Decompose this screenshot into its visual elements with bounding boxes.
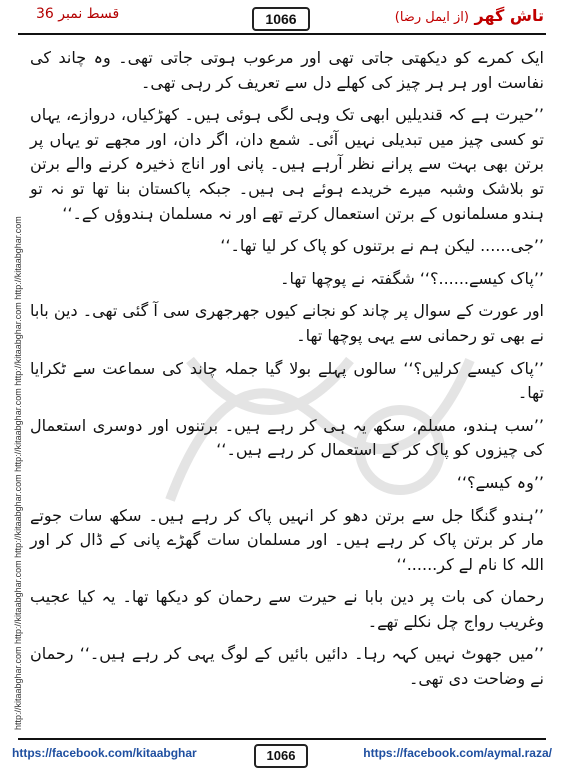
side-watermark: http://kitaabghar.com http://kitaabghar.com http://kitaabghar.com http://kitaabghar.com http://kitaabghar.com http://kitaabghar.com xyxy=(13,216,23,730)
header-divider xyxy=(18,33,546,35)
footer-divider xyxy=(18,738,546,740)
footer-link-kitaabghar[interactable]: https://facebook.com/kitaabghar xyxy=(12,746,197,760)
page-number-top: 1066 xyxy=(252,7,310,31)
footer-link-author[interactable]: https://facebook.com/aymal.raza/ xyxy=(363,746,552,760)
header-title xyxy=(395,6,544,30)
paragraph: ’’میں جھوٹ نہیں کہہ رہا۔ دائیں بائیں کے لوگ یہی کر رہے ہیں۔‘‘ رحمان نے وضاحت دی تھی۔ xyxy=(30,644,544,689)
paragraph: ’’پاک کیسے کرلیں؟‘‘ سالوں پہلے بولا گیا جملہ چاند کی سماعت سے ٹکرایا تھا۔ xyxy=(30,358,544,403)
paragraph: ایک کمرے کو دیکھتی جاتی تھی اور مرعوب ہوتی جاتی تھی۔ وہ چاند کی نفاست اور ہر ہر چیز کی کھلے دل سے تعریف کر رہی تھی۔ xyxy=(30,48,544,92)
paragraph: ’’ہندو گنگا جل سے برتن دھو کر انہیں پاک کر رہے ہیں۔ سکھ سات جوتے مار کر برتن پاک کر رہے ہیں۔ اور مسلمان سات گھڑے پانی کے ڈال کر اور اللہ کا نام لے کر......‘‘ xyxy=(30,505,544,574)
paragraph: ’’حیرت ہے کہ قندیلیں ابھی تک وہی لگی ہوئی ہیں۔ کھڑکیاں، دروازے، یہاں تو کسی چیز میں تبدیلی نہیں آئی۔ شمع دان، اگر دان، اور مجھے تو یہاں پر برتن بھی بہت سے پرانے نظر آرہے ہیں۔ پانی اور اناج ذخیرہ کرنے والے برتن تو بلاشک وشبہ میرے خریدے ہوئے ہی ہیں۔ جبکہ پاکستان بنا تھا تو نہ تو ہندو مسلمانوں کے برتن استعمال کرتے تھے اور نہ مسلمان ہندوؤں کے۔‘‘ xyxy=(30,105,544,223)
paragraph: ’’پاک کیسے......؟‘‘ شگفتہ نے پوچھا تھا۔ xyxy=(280,268,544,288)
story-text xyxy=(30,46,544,700)
author-name: (از ایمل رضا) xyxy=(394,10,469,25)
paragraph: ’’سب ہندو، مسلم، سکھ یہ ہی کر رہے ہیں۔ برتنوں اور دوسری استعمال کی چیزوں کو پاک کر کے استعمال کر رہے ہیں۔‘‘ xyxy=(30,415,544,460)
episode-label: قسط نمبر 36 xyxy=(36,6,120,22)
paragraph: رحمان کی بات پر دین بابا نے حیرت سے رحمان کو دیکھا تھا۔ یہ کیا عجیب وغریب رواج چل نکلے تھے۔ xyxy=(30,587,544,631)
page-number-bottom: 1066 xyxy=(254,744,308,768)
paragraph: ’’جی...... لیکن ہم نے برتنوں کو پاک کر لیا تھا۔‘‘ xyxy=(220,236,544,256)
novel-title: تاش گھر xyxy=(474,6,544,25)
paragraph: اور عورت کے سوال پر چاند کو نجانے کیوں جھرجھری سی آ گئی تھی۔ دین بابا نے بھی تو رحمانی سے یہی پوچھا تھا۔ xyxy=(30,301,544,345)
paragraph: ’’وہ کیسے؟‘‘ xyxy=(456,472,544,492)
